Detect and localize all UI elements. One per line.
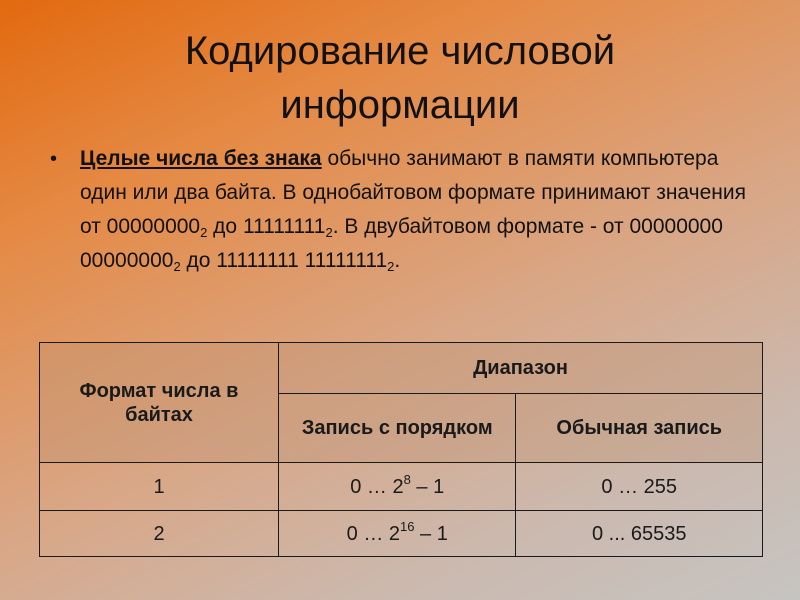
bullet-text-4: до 11111111 11111111: [180, 249, 388, 272]
title-line-1: Кодирование числовой: [184, 29, 616, 73]
base-subscript-4: 2: [387, 259, 395, 274]
table-row: [40, 463, 763, 511]
bullet-text-3: . В двубайтовом формате - от 00000000 00000000: [80, 215, 723, 272]
header-plain-notation: Обычная запись: [516, 394, 763, 463]
cell-exponent: [279, 463, 516, 511]
bullet-text-2: до 11111111: [207, 215, 326, 238]
exp-base: 0 … 2: [346, 522, 400, 545]
header-exponent-notation: Запись с порядком: [279, 394, 516, 463]
header-format-bytes: Формат числа в байтах: [40, 343, 279, 463]
bullet-text: [80, 142, 750, 278]
exp-power: 8: [403, 471, 411, 487]
header-range: Диапазон: [279, 343, 763, 394]
bullet-highlight: Целые числа без знака: [80, 147, 322, 170]
bullet-marker: •: [50, 148, 58, 170]
bullet-text-5: .: [394, 249, 401, 272]
base-subscript-1: 2: [200, 225, 208, 240]
cell-bytes: 2: [40, 511, 279, 557]
title-line-2: информации: [280, 83, 520, 127]
cell-bytes: 1: [40, 463, 279, 511]
exp-power: 16: [400, 518, 415, 534]
table-row: [40, 511, 763, 557]
base-subscript-2: 2: [325, 225, 333, 240]
range-table: [39, 342, 763, 557]
base-subscript-3: 2: [173, 259, 181, 274]
exp-tail: – 1: [414, 522, 448, 545]
bullet-paragraph: [50, 142, 750, 278]
slide-title: [0, 24, 800, 132]
cell-plain: 0 … 255: [516, 463, 763, 511]
exp-tail: – 1: [410, 475, 445, 498]
cell-exponent: [279, 511, 516, 557]
exp-base: 0 … 2: [350, 475, 404, 498]
bullet-text-1: обычно занимают в памяти компьютера один или два байта. В однобайтовом формате принимают значения от 00000000: [80, 147, 746, 238]
table-header-row: [40, 343, 763, 394]
cell-plain: 0 ... 65535: [516, 511, 763, 557]
